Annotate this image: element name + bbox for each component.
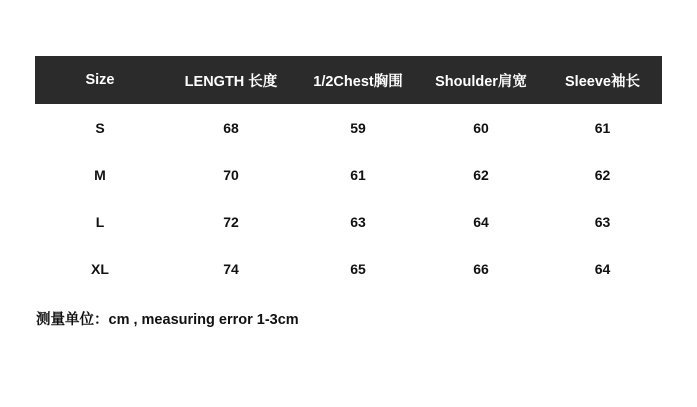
column-header-sleeve: Sleeve袖长: [565, 73, 640, 90]
cell-chest: 63: [297, 198, 419, 245]
table-row: [35, 104, 662, 151]
column-header-size: Size: [85, 72, 115, 88]
cell-length: 68: [165, 104, 297, 151]
table-row: [35, 245, 662, 292]
cell-chest: 61: [297, 151, 419, 198]
cell-shoulder: 62: [419, 151, 543, 198]
cell-chest: 59: [297, 104, 419, 151]
cell-shoulder: 60: [419, 104, 543, 151]
size-chart-table: [35, 56, 662, 292]
cell-size: S: [35, 104, 165, 151]
column-header-shoulder: Shoulder肩宽: [435, 73, 527, 90]
cell-length: 72: [165, 198, 297, 245]
cell-shoulder: 64: [419, 198, 543, 245]
column-header-length: LENGTH 长度: [184, 73, 278, 90]
cell-shoulder: 66: [419, 245, 543, 292]
cell-sleeve: 64: [543, 245, 662, 292]
table-row: [35, 198, 662, 245]
cell-sleeve: 62: [543, 151, 662, 198]
table-header: [35, 56, 662, 104]
cell-chest: 65: [297, 245, 419, 292]
measurement-note: 测量单位：cm , measuring error 1-3cm: [36, 312, 299, 328]
cell-size: L: [35, 198, 165, 245]
table-row: [35, 151, 662, 198]
cell-size: XL: [35, 245, 165, 292]
column-header-chest: 1/2Chest胸围: [313, 73, 403, 90]
table-header-row: [35, 56, 662, 104]
cell-sleeve: 61: [543, 104, 662, 151]
cell-length: 70: [165, 151, 297, 198]
table-body: [35, 104, 662, 292]
cell-size: M: [35, 151, 165, 198]
cell-sleeve: 63: [543, 198, 662, 245]
cell-length: 74: [165, 245, 297, 292]
size-chart-container: [35, 56, 662, 292]
